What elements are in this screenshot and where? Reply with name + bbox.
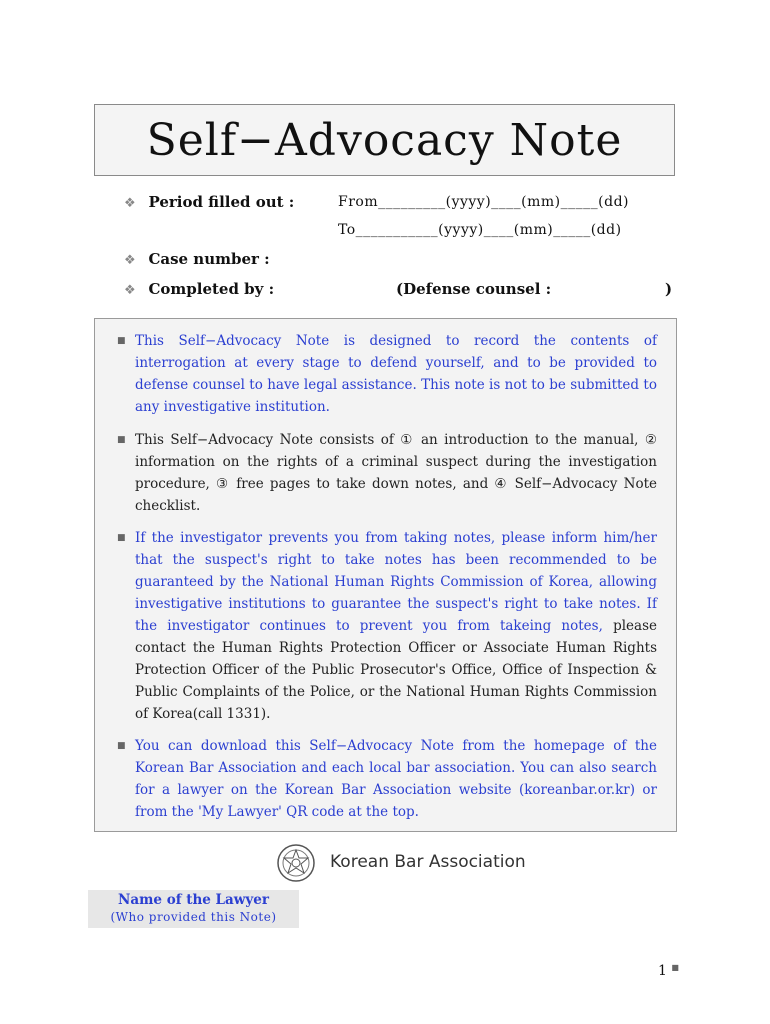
lawyer-sub-label: (Who provided this Note) — [110, 910, 277, 924]
square-bullet-icon: ■ — [117, 336, 126, 346]
info-paragraph-2 — [117, 429, 657, 517]
completed-by-label: Completed by : — [148, 280, 275, 298]
lawyer-name-label: Name of the Lawyer — [118, 892, 269, 908]
square-bullet-icon: ■ — [117, 741, 126, 751]
info-paragraph-3 — [117, 527, 657, 725]
page-number — [658, 963, 679, 979]
korean-bar-association-emblem-icon — [276, 843, 316, 883]
diamond-bullet-icon: ❖ — [124, 196, 136, 211]
completed-by-row — [124, 280, 274, 298]
paragraph-text-blue: If the investigator prevents you from taking notes, please inform him/her that the suspect's right to take notes has been recommended to be guaranteed by the National Human Rights Commission of Korea, allowing investigative institutions to guarantee the suspect's right to take notes. If the investigator continues to prevent you from takeing notes, — [135, 530, 657, 634]
document-title: Self−Advocacy Note — [146, 114, 623, 166]
lawyer-box — [88, 890, 299, 928]
paragraph-text-dark: This Self−Advocacy Note consists of ① an introduction to the manual, ② information on the rights of a criminal suspect during the investigation procedure, ③ free pages to take down notes, and ④ Self−Advocacy Note checklist. — [135, 432, 657, 514]
paragraph-text-blue: You can download this Self−Advocacy Note from the homepage of the Korean Bar Association and each local bar association. You can also search for a lawyer on the Korean Bar Association website (koreanbar.or.kr) or from the 'My Lawyer' QR code at the top. — [135, 738, 657, 820]
square-bullet-icon: ■ — [117, 533, 126, 543]
period-from-line: From_________(yyyy)____(mm)_____(dd) — [338, 194, 629, 210]
square-bullet-icon: ■ — [117, 435, 126, 445]
diamond-bullet-icon: ❖ — [124, 283, 136, 298]
defense-counsel-close: ) — [665, 280, 673, 298]
organization-name: Korean Bar Association — [330, 852, 526, 872]
paragraph-text-blue: This Self−Advocacy Note is designed to record the contents of interrogation at every stage to defend yourself, and to be provided to defense counsel to have legal assistance. This note is not to be submitted to any investigative institution. — [135, 333, 657, 415]
diamond-bullet-icon: ❖ — [124, 253, 136, 268]
case-number-row — [124, 250, 270, 268]
page-number-value: 1 — [658, 963, 667, 979]
info-paragraph-1 — [117, 330, 657, 418]
defense-counsel-label: (Defense counsel : — [396, 280, 552, 298]
paragraph-text-dark: please contact the Human Rights Protection Officer or Associate Human Rights Protection Officer of the Public Prosecutor's Office, Office of Inspection & Public Complaints of the Police, or the National Human Rights Commission of Korea(call 1331). — [135, 618, 657, 722]
case-number-label: Case number : — [148, 250, 270, 268]
period-label: Period filled out : — [148, 193, 295, 211]
period-to-line: To___________(yyyy)____(mm)_____(dd) — [338, 222, 622, 238]
info-paragraph-4 — [117, 735, 657, 823]
square-bullet-icon: ■ — [671, 963, 679, 972]
title-box — [94, 104, 675, 176]
period-row — [124, 193, 294, 211]
info-box — [94, 318, 677, 832]
